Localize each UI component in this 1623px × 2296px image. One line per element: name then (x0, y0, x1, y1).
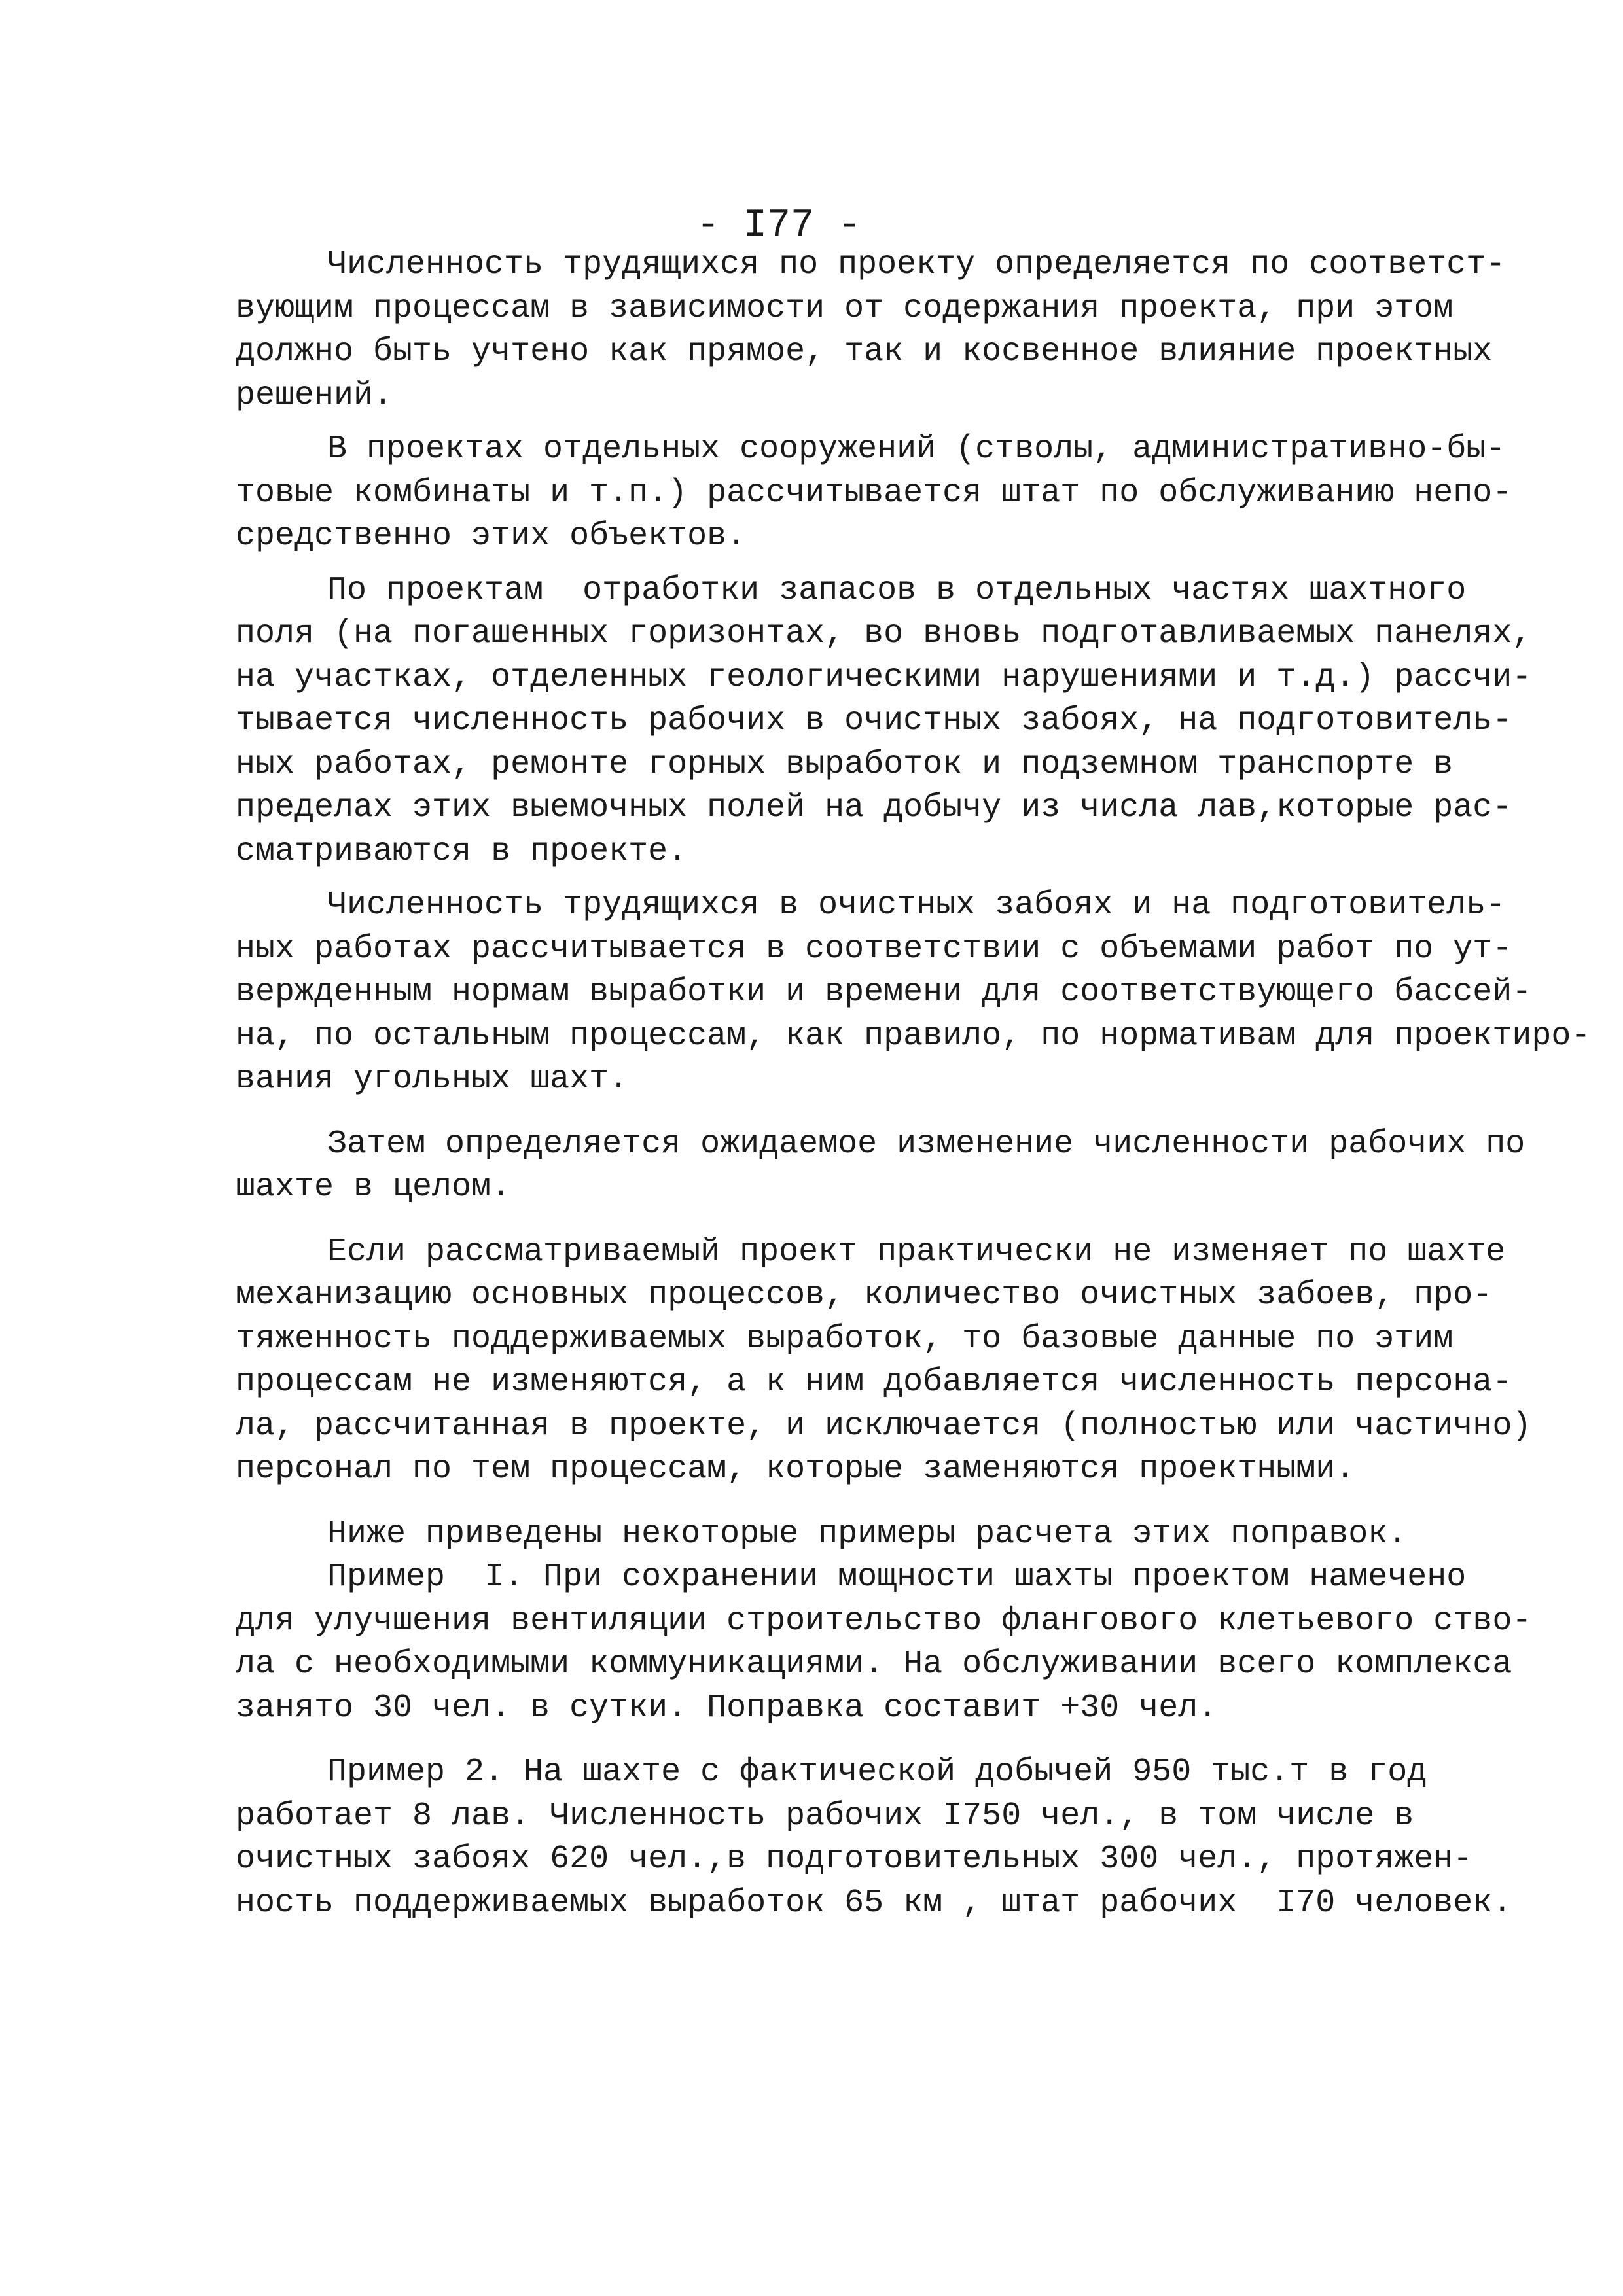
paragraph (236, 1123, 1525, 1210)
text-line: вержденным нормам выработки и времени для соответствующего бассей- (236, 974, 1532, 1011)
text-line: ных работах, ремонте горных выработок и подземном транспорте в (236, 745, 1454, 783)
text-line: По проектам отработки запасов в отдельных частях шахтного (327, 571, 1467, 609)
text-line: Численность трудящихся в очистных забоях и на подготовитель- (327, 887, 1506, 924)
paragraph (236, 1231, 1532, 1492)
text-line: Численность трудящихся по проекту определяется по соответст- (327, 246, 1506, 283)
document-body (236, 243, 1591, 1925)
text-line: занято 30 чел. в сутки. Поправка составит +30 чел. (236, 1689, 1218, 1727)
text-line: очистных забоях 620 чел.,в подготовительных 300 чел., протяжен- (236, 1841, 1473, 1878)
text-line: решений. (236, 376, 393, 414)
text-line: пределах этих выемочных полей на добычу из числа лав,которые рас- (236, 789, 1512, 826)
text-line: товые комбинаты и т.п.) рассчитывается штат по обслуживанию непо- (236, 474, 1512, 512)
text-line: ность поддерживаемых выработок 65 км , штат рабочих I70 человек. (236, 1884, 1512, 1922)
paragraph (236, 1556, 1532, 1730)
text-line: шахте в целом. (236, 1169, 511, 1206)
paragraph (236, 243, 1506, 417)
paragraph (236, 1513, 1466, 1557)
text-line: вания угольных шахт. (236, 1061, 629, 1098)
paragraph (236, 569, 1532, 874)
text-line: поля (на погашенных горизонтах, во вновь подготавливаемых панелях, (236, 615, 1532, 652)
text-line: на, по остальным процессам, как правило, по нормативам для проектиро- (236, 1017, 1591, 1055)
text-line: Ниже приведены некоторые примеры расчета этих поправок. (327, 1515, 1408, 1553)
text-line: работает 8 лав. Численность рабочих I750 чел., в том числе в (236, 1797, 1414, 1835)
text-line: сматриваются в проекте. (236, 832, 688, 870)
text-line: Затем определяется ожидаемое изменение численности рабочих по (327, 1125, 1525, 1163)
text-line: средственно этих объектов. (236, 518, 747, 555)
paragraph (236, 1751, 1512, 1925)
text-line: на участках, отделенных геологическими нарушениями и т.д.) рассчи- (236, 658, 1532, 696)
text-line: Если рассматриваемый проект практически не изменяет по шахте (327, 1233, 1506, 1271)
text-line: для улучшения вентиляции строительство флангового клетьевого ство- (236, 1602, 1532, 1640)
text-line: ла, рассчитанная в проекте, и исключается (полностью или частично) (236, 1407, 1532, 1445)
text-line: Пример I. При сохранении мощности шахты проектом намечено (327, 1559, 1467, 1596)
page-number: - I77 - (696, 203, 862, 248)
text-line: тывается численность рабочих в очистных забоях, на подготовитель- (236, 702, 1512, 739)
text-line: ла с необходимыми коммуникациями. На обслуживании всего комплекса (236, 1646, 1512, 1683)
paragraph (236, 884, 1591, 1102)
text-line: Пример 2. На шахте с фактической добычей 950 тыс.т в год (327, 1754, 1427, 1791)
text-line: процессам не изменяются, а к ним добавляется численность персона- (236, 1364, 1512, 1401)
text-line: механизацию основных процессов, количество очистных забоев, про- (236, 1277, 1493, 1314)
text-line: персонал по тем процессам, которые заменяются проектными. (236, 1451, 1355, 1488)
text-line: В проектах отдельных сооружений (стволы, административно-бы- (327, 431, 1506, 468)
text-line: вующим процессам в зависимости от содержания проекта, при этом (236, 289, 1454, 327)
paragraph (236, 428, 1512, 559)
text-line: ных работах рассчитывается в соответствии с объемами работ по ут- (236, 930, 1512, 968)
text-line: тяженность поддерживаемых выработок, то базовые данные по этим (236, 1320, 1454, 1358)
text-line: должно быть учтено как прямое, так и косвенное влияние проектных (236, 333, 1493, 370)
